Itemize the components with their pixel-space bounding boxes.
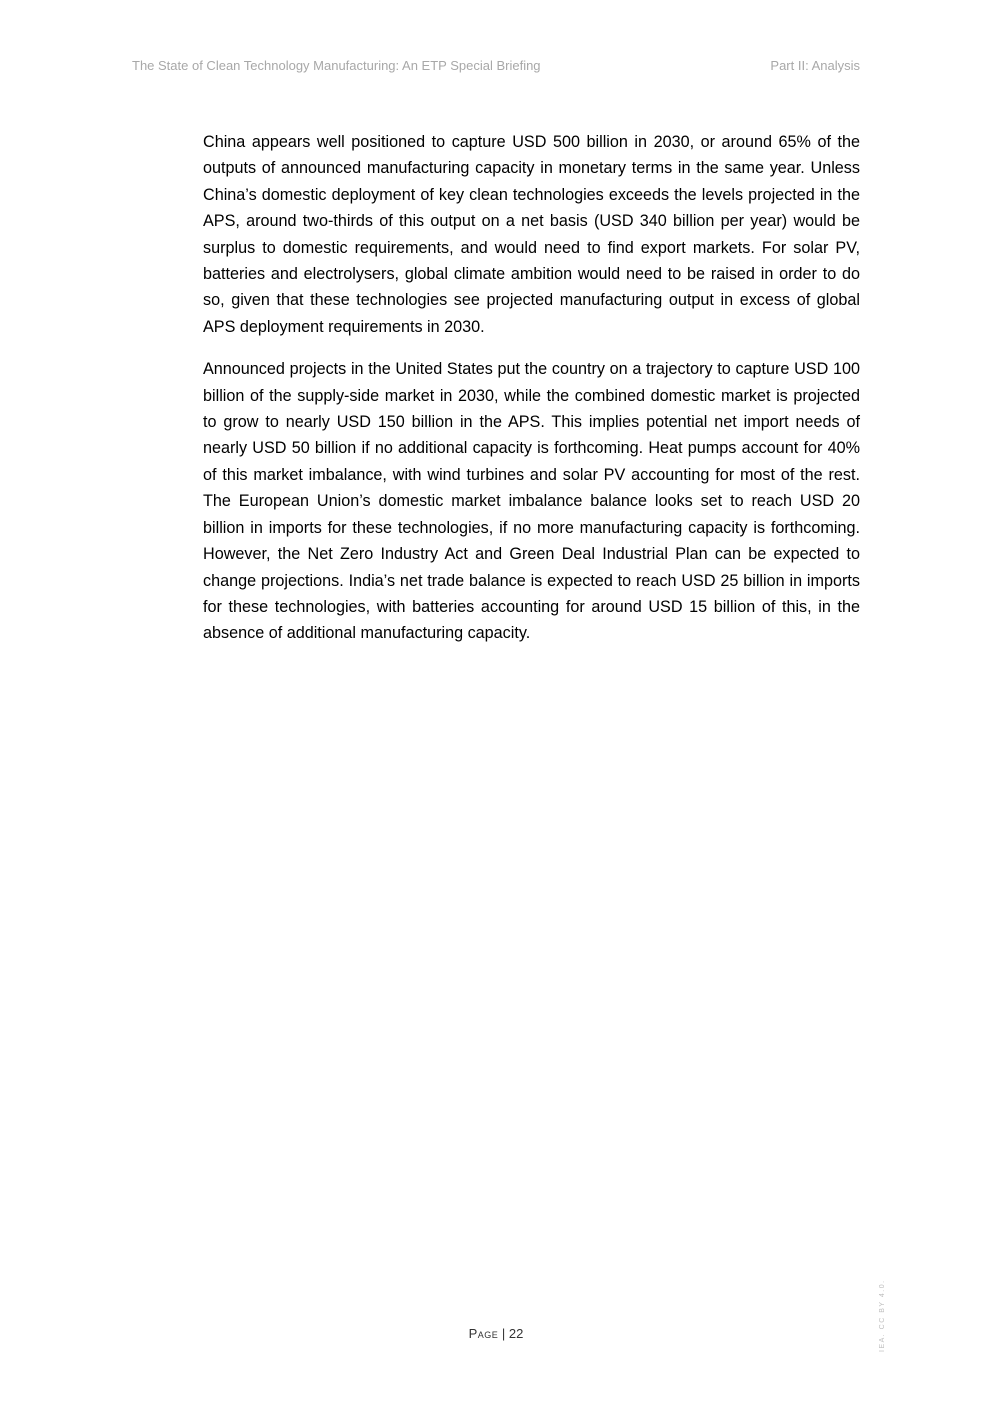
document-title: The State of Clean Technology Manufacturing: An ETP Special Briefing xyxy=(132,58,541,73)
section-title: Part II: Analysis xyxy=(770,58,860,73)
paragraph-china: China appears well positioned to capture USD 500 billion in 2030, or around 65% of the outputs of announced manufacturing capacity in monetary terms in the same year. Unless China’s domestic deployment of key clean technologies exceeds the levels projected in the APS, around two-thirds of this output on a net basis (USD 340 billion per year) would be surplus to domestic requirements, and would need to find export markets. For solar PV, batteries and electrolysers, global climate ambition would need to be raised in order to do so, given that these technologies see projected manufacturing output in excess of global APS deployment requirements in 2030. xyxy=(203,133,860,336)
page-number: 22 xyxy=(508,1326,524,1341)
license-notice: IEA. CC BY 4.0. xyxy=(879,1279,886,1352)
running-header xyxy=(132,58,860,76)
page-separator: | xyxy=(498,1326,509,1341)
page-label: Page xyxy=(468,1326,499,1341)
body-text xyxy=(203,129,860,663)
paragraph-united-states: Announced projects in the United States put the country on a trajectory to capture USD 100 billion of the supply-side market in 2030, while the combined domestic market is projected to grow to nearly USD 150 billion in the APS. This implies potential net import needs of nearly USD 50 billion if no additional capacity is forthcoming. Heat pumps account for 40% of this market imbalance, with wind turbines and solar PV accounting for most of the rest. The European Union’s domestic market imbalance balance looks set to reach USD 20 billion in imports for these technologies, if no more manufacturing capacity is forthcoming. However, the Net Zero Industry Act and Green Deal Industrial Plan can be expected to change projections. India’s net trade balance is expected to reach USD 25 billion in imports for these technologies, with batteries accounting for around USD 15 billion of this, in the absence of additional manufacturing capacity. xyxy=(203,360,860,643)
page-footer xyxy=(0,1326,992,1341)
